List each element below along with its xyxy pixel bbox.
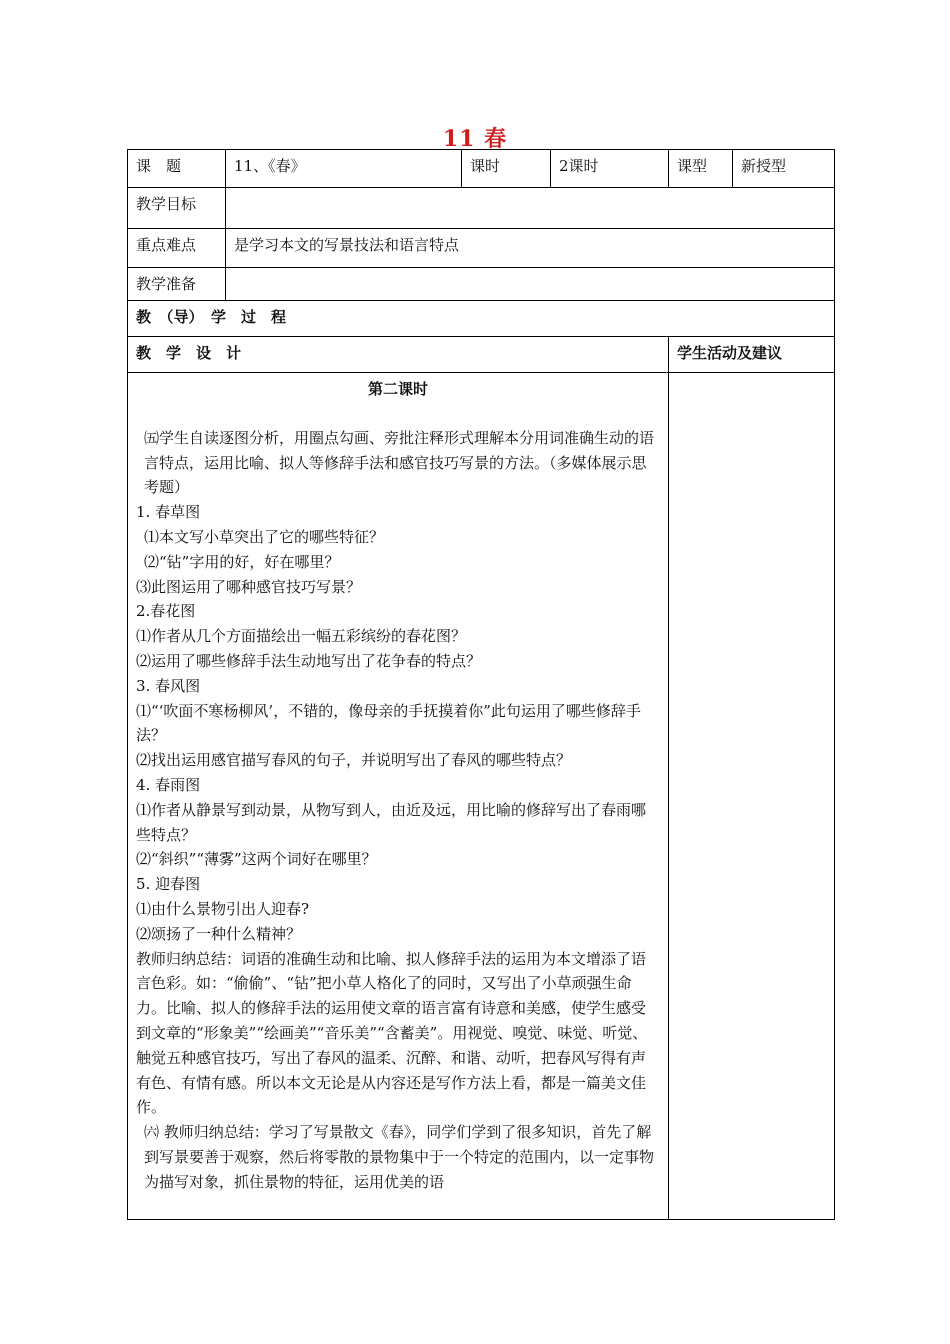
content-line: ⑴由什么景物引出人迎春?: [136, 899, 310, 918]
content-line: ⑶此图运用了哪种感官技巧写景？: [136, 577, 362, 596]
content-line: ⑵“斜织”“薄雾”这两个词好在哪里？: [136, 850, 377, 869]
prep-row: [128, 268, 835, 301]
content-line: ⑵找出运用感官描写春风的句子，并说明写出了春风的哪些特点？: [136, 751, 572, 770]
lesson-content: [128, 373, 668, 1219]
page-title: 11 春: [442, 126, 508, 152]
content-paragraph: ㈥ 教师归纳总结：学习了写景散文《春》，同学们学到了很多知识，首先了解到写景要善于观察，然后将零散的景物集中于一个特定的范围内，以一定事物为描写对象，抓住景物的特征，运用优美的语: [144, 1123, 655, 1191]
content-line: 3. 春风图: [136, 676, 201, 695]
goal-label: 教学目标: [136, 195, 197, 213]
design-heading: 教 学 设 计: [136, 344, 242, 362]
content-line: ⑵“钻”字用的好，好在哪里？: [144, 552, 340, 571]
content-line: 1. 春草图: [136, 503, 201, 522]
lesson-content-row: [128, 373, 835, 1220]
content-line: 4. 春雨图: [136, 775, 201, 794]
type-label: 课型: [677, 157, 708, 175]
content-line: 2.春花图: [136, 602, 196, 621]
content-paragraph: ㈤学生自读逐图分析，用圈点勾画、旁批注释形式理解本分用词准确生动的语言特点，运用比喻、拟人等修辞手法和感官技巧写景的方法。（多媒体展示思考题）: [144, 428, 655, 497]
content-line: ⑴作者从静景写到动景，从物写到人，由近及远，用比喻的修辞写出了春雨哪些特点？: [136, 800, 647, 844]
content-line: ⑴作者从几个方面描绘出一幅五彩缤纷的春花图？: [136, 627, 467, 646]
section-title: 第二课时: [367, 380, 428, 398]
topic-value: 11、《春》: [234, 157, 306, 175]
hours-value: 2课时: [559, 157, 599, 175]
key-value: 是学习本文的写景技法和语言特点: [234, 236, 460, 254]
lesson-plan-table: [127, 149, 835, 1220]
prep-value: [226, 268, 834, 280]
activity-column: [669, 373, 834, 1215]
hours-label: 课时: [470, 157, 501, 175]
key-label: 重点难点: [136, 236, 197, 254]
goal-row: [128, 188, 835, 229]
content-paragraph: 教师归纳总结：词语的准确生动和比喻、拟人修辞手法的运用为本文增添了语言色彩。如：“偷偷”、“钻”把小草人格化了的同时，又写出了小草顽强生命力。比喻、拟人的修辞手法的运用使文章的语言富有诗意和美感，使学生感受到文章的“形象美”“绘画美”“音乐美”“含蓄美”。用视觉、嗅觉、味觉、听觉、触觉五种感官技巧，写出了春风的温柔、沉醉、和谐、动听，把春风写得有声有色、有情有感。所以本文无论是从内容还是写作方法上看，都是一篇美文佳作。: [136, 949, 648, 1117]
activity-heading: 学生活动及建议: [677, 344, 783, 362]
goal-value: [226, 188, 834, 200]
design-heading-row: [128, 337, 835, 373]
key-row: [128, 229, 835, 268]
topic-label: 课 题: [136, 157, 182, 175]
process-heading-row: [128, 301, 835, 337]
process-heading: 教 （导） 学 过 程: [136, 308, 287, 326]
prep-label: 教学准备: [136, 275, 197, 293]
content-line: 5. 迎春图: [136, 875, 201, 894]
content-line: ⑵运用了哪些修辞手法生动地写出了花争春的特点？: [136, 651, 482, 670]
type-value: 新授型: [741, 157, 787, 175]
content-line: ⑵颂扬了一种什么精神？: [136, 924, 302, 943]
content-line: ⑴“‘吹面不寒杨柳风’，不错的，像母亲的手抚摸着你”此句运用了哪些修辞手法？: [136, 701, 641, 745]
content-line: ⑴本文写小草突出了它的哪些特征？: [144, 527, 385, 546]
topic-row: [128, 150, 835, 188]
